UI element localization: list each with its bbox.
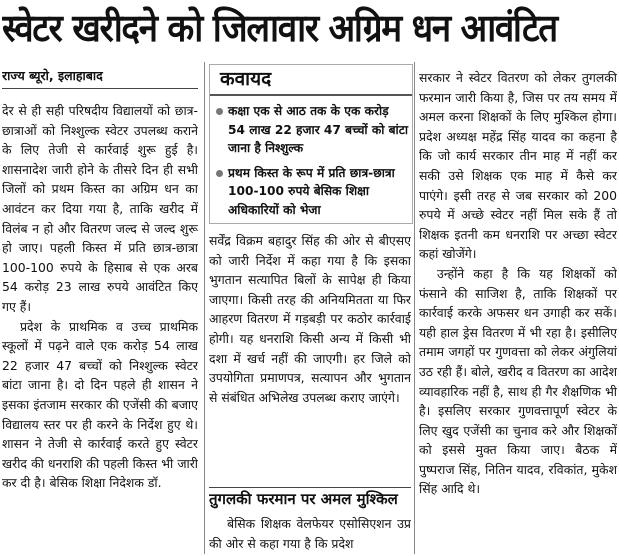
subheading: तुगलकी फरमान पर अमल मुश्किल [209,490,398,508]
column2-paragraph-2: बेसिक शिक्षक वेलफेयर एसोसिएशन उप्र की ओर से कहा गया है कि प्रदेश [209,516,411,551]
column1-paragraph-2: प्रदेश के प्राथमिक व उच्च प्राथमिक स्कूलों में पढ़ने वाले एक करोड़ 54 लाख 22 हजार 47 बच्चों को निश्शुल्क स्वेटर बांटा जाना है। दो दिन पहले ही शासन ने इसका इंतजाम सरकार की एजेंसी की बजाए विद्यालय स्तर पर ही करने के निर्देश हुए थे। शासन ने तेजी से कार्रवाई करते हुए स्वेटर खरीद की धनराशि की पहली किस्त भी जारी कर दी है। बेसिक शिक्षा निदेशक डॉ. [2,318,198,491]
highlight-item-2 [210,164,412,220]
dateline: राज्य ब्यूरो, इलाहाबाद [2,66,198,89]
bullet-icon [216,170,223,177]
column-divider [204,62,205,554]
highlight-box [209,64,413,224]
article-column-2 [209,231,411,486]
article-column-1 [2,101,198,553]
column1-paragraph-1: देर से ही सही परिषदीय विद्यालयों को छात्र-छात्राओं को निश्शुल्क स्वेटर उपलब्ध कराने के लिए तेजी से कार्रवाई शुरू हुई है। शासनादेश जारी होने के तीसरे दिन ही सभी जिलों को प्रथम किस्त का अग्रिम धन का आवंटन कर दिया गया है, ताकि खरीद में विलंब न हो और वितरण जल्द से जल्द शुरू हो जाए। पहली किस्त में प्रति छात्र-छात्रा 100-100 रुपये के हिसाब से एक अरब 54 करोड़ 23 लाख रुपये आवंटित किए गए हैं। [2,103,198,314]
bullet-icon [216,108,223,115]
highlight-item-1-text: कक्षा एक से आठ तक के एक करोड़ 54 लाख 22 हजार 47 बच्चों को बांटा जाना है निश्शुल्क [228,104,409,155]
column3-paragraph-1: सरकार ने स्वेटर वितरण को लेकर तुगलकी फरमान जारी किया है, जिस पर तय समय में अमल करना शिक्षकों के लिए मुश्किल होगा। प्रदेश अध्यक्ष महेंद्र सिंह यादव का कहना है कि जो कार्य सरकार तीन माह में नहीं कर सकी उसे शिक्षक एक माह में कैसे कर पाएंगे। इसी तरह से जब सरकार को 200 रुपये में अच्छे स्वेटर नहीं मिल सके हैं तो शिक्षक इतनी कम धनराशि पर अच्छा स्वेटर कहां खोजेंगे। [419,70,617,262]
column2-paragraph-1: सर्वेंद्र विक्रम बहादुर सिंह की ओर से बीएसए को जारी निर्देश में कहा गया है कि इसका भुगतान सत्यापित बिलों के सापेक्ष ही किया जाएगा। किसी तरह की अनियमितता या फिर आहरण वितरण में गड़बड़ी पर कठोर कार्रवाई होगी। यह धनराशि किसी अन्य में किसी भी दशा में खर्च नहीं की जाएगी। हर जिले को उपयोगिता प्रमाणपत्र, सत्यापन और भुगतान से संबंधित अभिलेख उपलब्ध कराए जाएंगे। [209,233,411,405]
article-column-2-continued [209,514,411,554]
headline: स्वेटर खरीदने को जिलावार अग्रिम धन आवंटित [2,6,557,50]
highlight-item-2-text: प्रथम किस्त के रूप में प्रति छात्र-छात्रा 100-100 रुपये बेसिक शिक्षा अधिकारियों को भेजा [228,165,395,217]
column3-paragraph-2: उन्होंने कहा है कि यह शिक्षकों को फंसाने की साजिश है, ताकि शिक्षकों पर कार्रवाई करके अफसर धन उगाही कर सकें। यही हाल ड्रेस वितरण में भी रहा है। इसीलिए तमाम जगहों पर गुणवत्ता को लेकर अंगुलियां उठ रही हैं। बोले, खरीद व वितरण का आदेश व्यावहारिक नहीं है, साथ ही गैर शैक्षणिक भी है। इसलिए सरकार गुणवत्तापूर्ण स्वेटर के लिए खुद एजेंसी का चुनाव करे और शिक्षकों को इससे मुक्त किया जाए। बैठक में पुष्पराज सिंह, नितिन यादव, रविकांत, मुकेश सिंह आदि थे। [419,265,617,497]
highlight-item-1 [210,102,412,158]
article-column-3 [419,68,617,554]
highlight-box-title: कवायद [210,65,412,96]
column-divider [414,62,415,554]
